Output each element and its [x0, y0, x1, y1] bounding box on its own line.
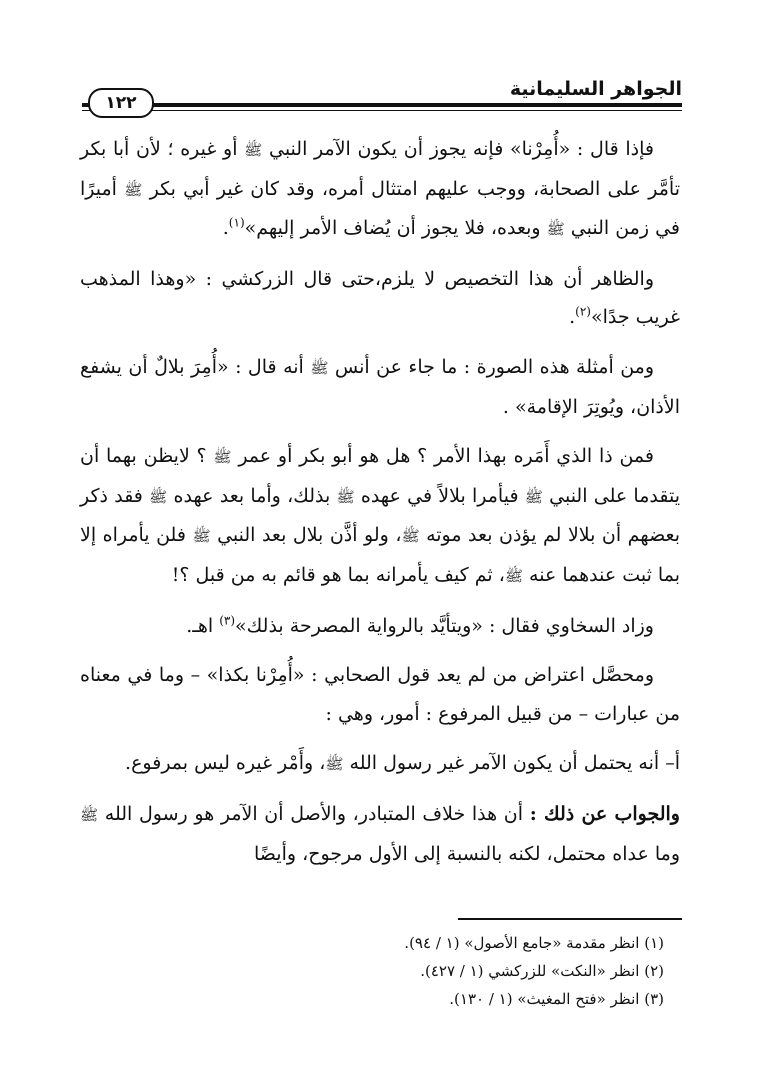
text-run: أميرًا في زمن النبي: [80, 177, 680, 240]
header-rule: [82, 103, 682, 111]
paragraph: [80, 607, 680, 646]
page-number: ١٢٢: [88, 88, 154, 118]
footnote-ref: (١): [228, 215, 245, 230]
paragraph: [80, 744, 680, 784]
paragraph: [80, 260, 680, 337]
text-run: فإذا قال : «أُمِرْنا» فإنه يجوز أن يكون الآمر النبي: [262, 138, 654, 160]
text-run: ، ثم كيف يأمرانه بما هو قائم به من قبل ؟!: [171, 563, 505, 586]
text-run: وما عداه محتمل، لكنه بالنسبة إلى الأول مرجوح، وأيضًا: [254, 842, 680, 865]
footnote-separator: [458, 918, 682, 920]
text-run: وزاد السخاوي فقال : «ويتأيَّد بالرواية المصرحة بذلك»: [235, 614, 654, 637]
paragraph: [80, 795, 680, 873]
paragraph: [80, 348, 680, 426]
honorific-glyph: ﷺ: [124, 180, 143, 199]
honorific-glyph: ﷺ: [80, 805, 99, 824]
text-run: أ– أنه يحتمل أن يكون الآمر غير رسول الله: [343, 752, 680, 775]
honorific-glyph: ﷺ: [244, 141, 263, 159]
honorific-glyph: ﷺ: [524, 487, 543, 506]
honorific-glyph: ﷺ: [325, 755, 344, 774]
text-run: ومحصَّل اعتراض من لم يعد قول الصحابي : «أُمِرْنا بكذا» – وما في معناه من عبارات – من قبيل المرفوع : أمور، وهي :: [80, 664, 680, 725]
paragraph: [80, 656, 680, 733]
footnote-item: (٢) انظر «النكت» للزركشي (١ / ٤٢٧).: [420, 962, 664, 980]
footnote-ref: (٣): [219, 613, 236, 628]
text-run: فيأمرا بلالاً في عهده: [354, 484, 525, 507]
footnotes: [80, 929, 664, 1013]
text-run: وبعده، فلا يجوز أن يُضاف الأمر إليهم»: [244, 217, 547, 240]
honorific-glyph: ﷺ: [336, 487, 355, 506]
text-run: أن هذا خلاف المتبادر، والأصل أن الآمر هو رسول الله: [98, 802, 530, 825]
honorific-glyph: ﷺ: [310, 358, 329, 377]
text-run: ؟ لايظن بهما أن يتقدما على النبي: [80, 445, 681, 507]
honorific-glyph: ﷺ: [504, 566, 523, 585]
paragraph: [80, 130, 680, 249]
text-run: أنه قال : «أُمِرَ بلالٌ أن يشفع الأذان، ويُوتِرَ الإقامة» .: [80, 355, 680, 418]
text-run: .: [222, 217, 229, 240]
text-run: .: [569, 306, 576, 329]
text-run: ، وأَمْر غيره ليس بمرفوع.: [125, 752, 326, 775]
text-run: والظاهر أن هذا التخصيص لا يلزم،حتى قال الزركشي : «وهذا المذهب غريب جدًا»: [80, 267, 680, 329]
body-text: [80, 130, 680, 884]
honorific-glyph: ﷺ: [401, 527, 420, 546]
text-run: بذلك، وأما بعد عهده: [167, 484, 337, 507]
text-run: اهـ.: [186, 614, 220, 637]
honorific-glyph: ﷺ: [213, 448, 232, 467]
honorific-glyph: ﷺ: [149, 487, 168, 506]
footnote-item: (١) انظر مقدمة «جامع الأصول» (١ / ٩٤).: [404, 934, 664, 952]
footnote-ref: (٢): [575, 305, 591, 320]
honorific-glyph: ﷺ: [192, 527, 211, 546]
paragraph: [80, 437, 680, 595]
running-header-title: الجواهر السليمانية: [509, 78, 682, 100]
footnote-item: (٣) انظر «فتح المغيث» (١ / ١٣٠).: [449, 990, 664, 1008]
text-run: ، ولو أذَّن بلال بعد النبي: [210, 524, 402, 547]
honorific-glyph: ﷺ: [546, 220, 565, 239]
text-run: أو غيره ؛ لأن أبا بكر تأمَّر على الصحابة، ووجب عليهم امتثال أمره، وقد كان غير أبي بكر: [80, 138, 680, 200]
text-run: فمن ذا الذي أَمَره بهذا الأمر ؟ هل هو أبو بكر أو عمر: [231, 445, 655, 468]
bold-lead: والجواب عن ذلك :: [529, 802, 680, 825]
text-run: فقد ذكر بعضهم أن بلالا لم يؤذن بعد موته: [80, 484, 680, 547]
text-run: ومن أمثلة هذه الصورة : ما جاء عن أنس: [328, 355, 655, 378]
text-run: فلن يأمراه إلا بما ثبت عندهما عنه: [80, 524, 680, 586]
